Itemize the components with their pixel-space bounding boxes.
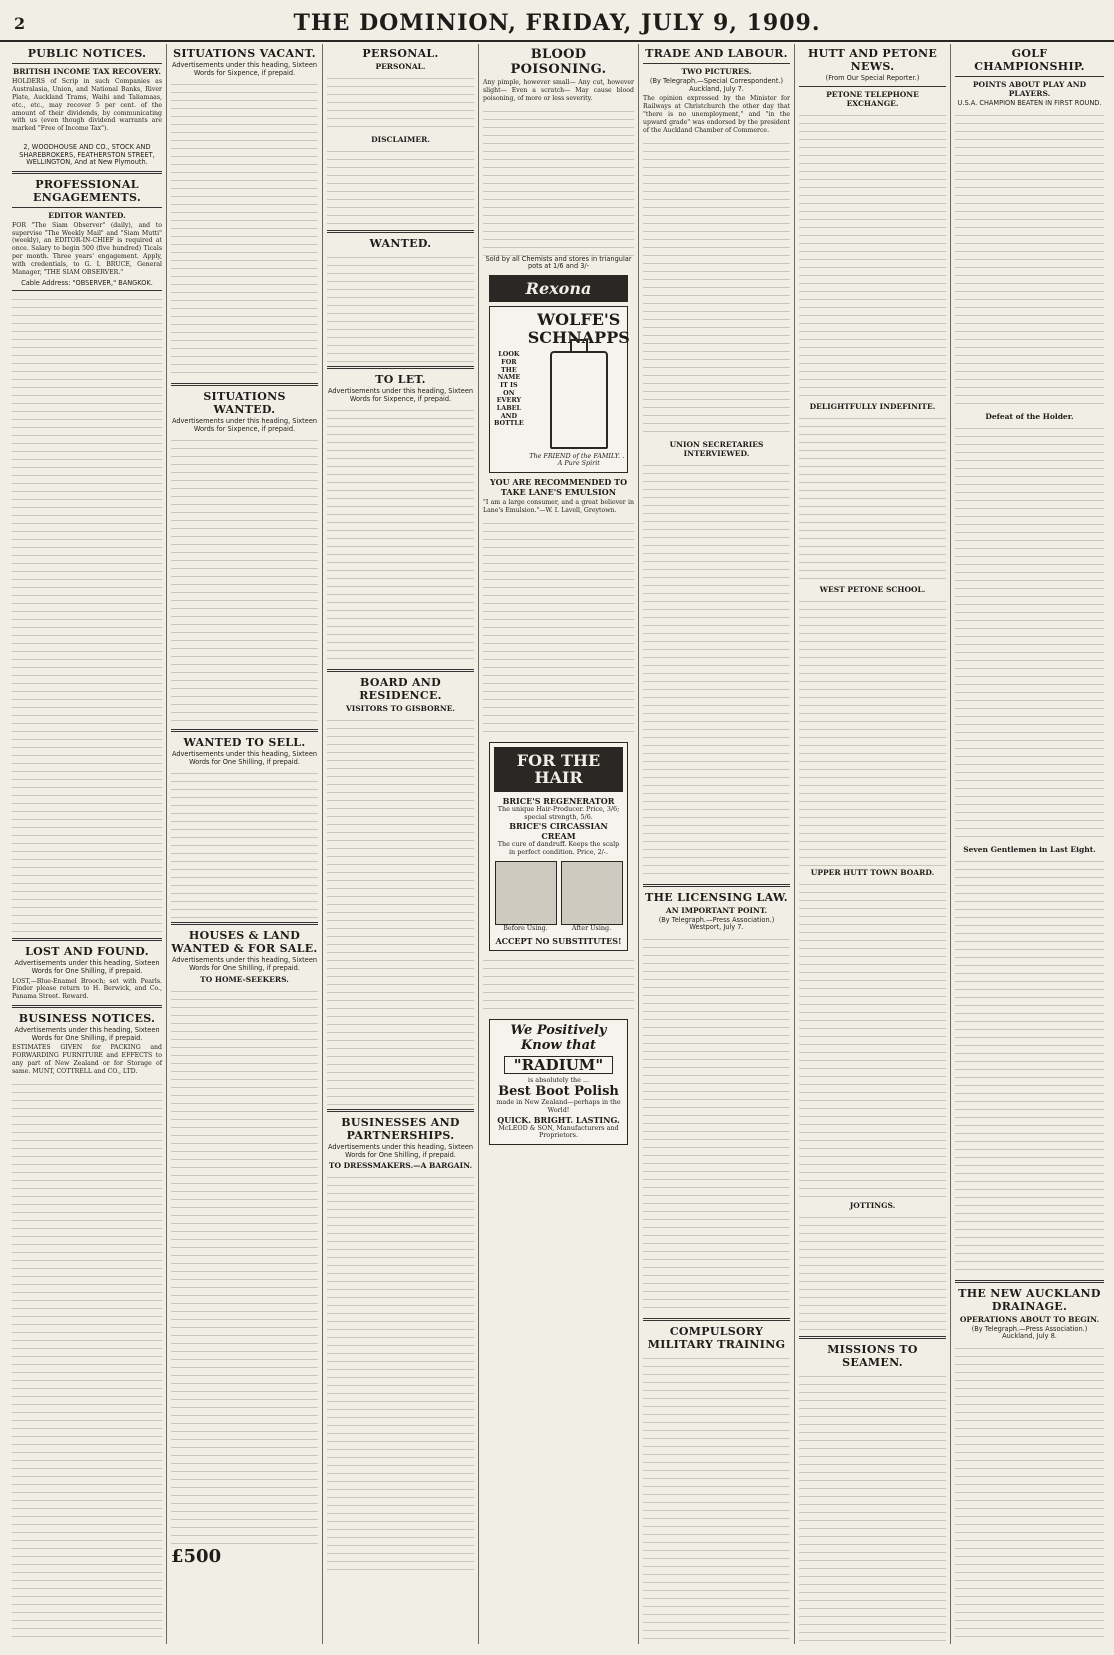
price-figure: £500 xyxy=(171,1545,222,1567)
column-golf xyxy=(950,44,1108,1644)
divider xyxy=(643,1318,790,1321)
article-subheading: AN IMPORTANT POINT. xyxy=(665,905,768,915)
divider xyxy=(327,669,474,672)
divider xyxy=(799,86,946,87)
dateline: (From Our Special Reporter.) xyxy=(825,74,920,82)
section-heading: MISSIONS TO SEAMEN. xyxy=(827,1342,918,1369)
column-text-block xyxy=(799,1371,946,1644)
article-subheading: UPPER HUTT TOWN BOARD. xyxy=(810,867,935,877)
column-text-block xyxy=(955,423,1104,843)
column-trade-labour xyxy=(638,44,794,1644)
notice-heading: BRITISH INCOME TAX RECOVERY. xyxy=(12,67,162,76)
ad-heading: DISCLAIMER. xyxy=(371,135,430,144)
article-subheading: PETONE TELEPHONE EXCHANGE. xyxy=(826,89,919,108)
section-heading: HUTT AND PETONE NEWS. xyxy=(807,47,938,73)
ad-poem: Any pimple, however small— Any cut, however slight— Even a scratch— May cause blood poisoning, of more or less severity. xyxy=(483,79,634,102)
brand-name: "RADIUM" xyxy=(504,1056,613,1075)
column-personal xyxy=(322,44,478,1644)
article-subheading: OPERATIONS ABOUT TO BEGIN. xyxy=(959,1314,1100,1324)
divider xyxy=(12,938,162,941)
radium-boot-polish-ad xyxy=(489,1019,628,1145)
brand-name: Rexona xyxy=(525,278,592,298)
product-desc: The unique Hair-Producer. Price, 3/6; special strength, 5/6. xyxy=(497,804,620,821)
page-number: 2 xyxy=(14,14,26,33)
column-text-block xyxy=(799,879,946,1199)
divider xyxy=(955,1280,1104,1283)
ad-caption: Sold by all Chemists and stores in triangular pots at 1/6 and 3/- xyxy=(485,254,632,271)
section-heading: BUSINESSES AND PARTNERSHIPS. xyxy=(341,1116,460,1143)
ad-heading: EDITOR WANTED. xyxy=(48,210,126,220)
section-subheading: PERSONAL. xyxy=(375,62,426,71)
section-heading: BUSINESS NOTICES. xyxy=(18,1012,156,1026)
column-hutt-petone xyxy=(794,44,950,1644)
column-text-block xyxy=(327,252,474,362)
divider xyxy=(955,76,1104,77)
masthead xyxy=(0,0,1114,42)
ad-slogan: ACCEPT NO SUBSTITUTES! xyxy=(495,936,622,947)
product-desc: The cure of dandruff. Keeps the scalp in perfect condition. Price, 2/-. xyxy=(497,840,620,856)
hair-banner xyxy=(494,747,623,792)
page-columns xyxy=(8,44,1108,1644)
section-heading: TRADE AND LABOUR. xyxy=(645,47,788,60)
divider xyxy=(12,1005,162,1008)
column-text-block xyxy=(327,1172,474,1572)
notice-body: HOLDERS of Scrip in such Companies as Australasia, Union, and National Banks, River Plate, Auckland Trams, Waihi and Taliamaas, etc., etc., may recover 5 per cent. of the amount of their dividends, by communicating with us (even though dividend warrants are marked "Free of Income Tax"). xyxy=(12,78,162,133)
divider xyxy=(12,63,162,64)
divider xyxy=(171,729,318,732)
manufacturer: McLEOD & SON, Manufacturers and Proprietors. xyxy=(498,1123,619,1140)
article-subheading: POINTS ABOUT PLAY AND PLAYERS. xyxy=(972,80,1087,98)
bottle-illustration xyxy=(550,351,608,449)
lost-notice: LOST,—Blue-Enamel Brooch; set with Pearls. Finder please return to H. Berwick, and Co., Panama Street. Reward. xyxy=(12,977,162,1001)
section-heading: TO LET. xyxy=(375,373,426,386)
column-text-block xyxy=(955,110,1104,410)
section-subheading: Advertisements under this heading, Sixteen Words for Sixpence, if prepaid. xyxy=(171,417,318,433)
ad-heading: YOU ARE RECOMMENDED TO TAKE LANE'S EMULSION xyxy=(489,476,628,497)
section-heading: COMPULSORY MILITARY TRAINING xyxy=(647,1324,786,1351)
brand-name: WOLFE'S SCHNAPPS xyxy=(527,310,630,347)
divider xyxy=(171,383,318,386)
section-heading: WANTED. xyxy=(369,237,432,250)
section-heading: BLOOD POISONING. xyxy=(510,47,607,77)
column-text-block xyxy=(799,413,946,583)
firm-address: 2, WOODHOUSE AND CO., STOCK AND SHAREBROKERS, FEATHERSTON STREET, WELLINGTON, And at New Plymouth. xyxy=(19,143,155,167)
article-subheading: WEST PETONE SCHOOL. xyxy=(819,584,926,594)
ad-note: LOOK FOR THE NAME IT IS ON EVERY LABEL AND BOTTLE xyxy=(494,350,524,428)
article-body: The opinion expressed by the Minister for Railways at Christchurch the other day that "there is no unemployment," and "in the upward grade" was endorsed by the president of the Auckland Chamber of Commerce. xyxy=(643,95,790,134)
brices-hair-ad xyxy=(489,742,628,952)
section-heading: WANTED TO SELL. xyxy=(183,736,306,750)
column-text-block xyxy=(171,435,318,725)
section-heading: BOARD AND RESIDENCE. xyxy=(359,676,442,703)
banner-text: FOR THE HAIR xyxy=(516,750,601,788)
divider xyxy=(643,884,790,887)
newspaper-title: THE DOMINION, FRIDAY, JULY 9, 1909. xyxy=(293,10,821,36)
column-text-block xyxy=(327,405,474,665)
section-subheading: Advertisements under this heading, Sixteen Words for Sixpence, if prepaid. xyxy=(327,387,474,403)
column-situations xyxy=(166,44,322,1644)
dateline: (By Telegraph.—Special Correspondent.) Auckland, July 7. xyxy=(649,77,784,93)
product-name: Best Boot Polish xyxy=(498,1084,619,1100)
column-text-block xyxy=(643,460,790,880)
cable-address: Cable Address: "OBSERVER," BANGKOK. xyxy=(21,278,153,287)
section-heading: SITUATIONS WANTED. xyxy=(203,390,286,417)
column-text-block xyxy=(327,715,474,1105)
dateline: (By Telegraph.—Press Association.) Auckland, July 8. xyxy=(971,1324,1088,1341)
dateline: (By Telegraph.—Press Association.) Westport, July 7. xyxy=(658,915,775,932)
column-text-block xyxy=(12,294,162,934)
column-text-block xyxy=(643,1353,790,1644)
section-heading: PERSONAL. xyxy=(362,47,439,60)
column-text-block xyxy=(12,1079,162,1639)
article-subheading: U.S.A. CHAMPION BEATEN IN FIRST ROUND. xyxy=(957,99,1102,107)
article-subheading: TWO PICTURES. xyxy=(681,67,752,76)
column-text-block xyxy=(643,934,790,1314)
section-subheading: Advertisements under this heading, Sixteen Words for One Shilling, if prepaid. xyxy=(327,1143,474,1159)
column-text-block xyxy=(327,73,474,133)
product-name: BRICE'S CIRCASSIAN CREAM xyxy=(509,821,608,842)
after-photo xyxy=(561,861,623,925)
column-text-block xyxy=(799,596,946,866)
divider xyxy=(171,922,318,925)
article-subheading: Seven Gentlemen in Last Eight. xyxy=(963,844,1096,854)
section-subheading: Advertisements under this heading, Sixteen Words for One Shilling, if prepaid. xyxy=(14,959,160,976)
photo-caption: After Using. xyxy=(571,923,612,932)
article-subheading: Defeat of the Holder. xyxy=(985,411,1074,421)
column-text-block xyxy=(483,518,634,738)
column-text-block xyxy=(483,106,634,256)
section-heading: THE NEW AUCKLAND DRAINAGE. xyxy=(958,1286,1101,1313)
business-notice: ESTIMATES GIVEN for PACKING and FORWARDING FURNITURE and EFFECTS to any part of New Zealand or for Storage of same. MUNT, COTTRELL and CO., LTD. xyxy=(12,1044,162,1075)
column-text-block xyxy=(955,856,1104,1276)
column-text-block xyxy=(483,955,634,1015)
photo-caption: Before Using. xyxy=(503,923,548,932)
divider xyxy=(799,1336,946,1339)
ad-heading: TO HOME-SEEKERS. xyxy=(200,974,289,984)
column-advertisements xyxy=(478,44,638,1644)
ad-heading: TO DRESSMAKERS.—A BARGAIN. xyxy=(328,1161,473,1171)
before-after-photos xyxy=(494,861,623,933)
ad-body: FOR "The Siam Observer" (daily), and to supervise "The Weekly Mail" and "Siam Mutti" (weekly), an EDITOR-IN-CHIEF is required at once. Salary to begin 500 (five hundred) Ticals per month. Three years' engagement. Apply, with credentials, to G. I. BRUCE, General Manager, "THE SIAM OBSERVER." xyxy=(12,221,162,276)
article-subheading: JOTTINGS. xyxy=(849,1200,896,1210)
product-name: BRICE'S REGENERATOR xyxy=(502,795,615,806)
section-heading: LOST AND FOUND. xyxy=(25,945,149,959)
rexona-ad xyxy=(489,275,628,303)
divider xyxy=(12,171,162,174)
section-subheading: Advertisements under this heading, Sixteen Words for One Shilling, if prepaid. xyxy=(171,750,318,766)
article-subheading: DELIGHTFULLY INDEFINITE. xyxy=(809,401,936,411)
section-subheading: Advertisements under this heading, Sixteen Words for One Shilling, if prepaid. xyxy=(14,1026,160,1042)
section-heading: PUBLIC NOTICES. xyxy=(27,47,147,60)
ad-slogan: QUICK. BRIGHT. LASTING. xyxy=(497,1114,620,1125)
section-heading: GOLF CHAMPIONSHIP. xyxy=(974,47,1085,73)
column-text-block xyxy=(799,1212,946,1332)
section-heading: SITUATIONS VACANT. xyxy=(173,47,316,60)
column-text-block xyxy=(955,1343,1104,1643)
column-text-block xyxy=(171,79,318,379)
ad-line: made in New Zealand—perhaps in the World! xyxy=(496,1098,621,1115)
divider xyxy=(12,290,162,291)
divider xyxy=(643,63,790,64)
divider xyxy=(12,207,162,208)
ad-slogan: The FRIEND of the FAMILY. . . A Pure Spirit xyxy=(529,451,629,468)
section-heading: HOUSES & LAND WANTED & FOR SALE. xyxy=(171,929,318,956)
column-text-block xyxy=(643,138,790,438)
ad-line: is absolutely the ... xyxy=(527,1076,590,1085)
section-heading: THE LICENSING LAW. xyxy=(645,890,788,904)
section-subheading: Advertisements under this heading, Sixteen Words for One Shilling, if prepaid. xyxy=(171,956,318,973)
section-subheading: Advertisements under this heading, Sixteen Words for Sixpence, if prepaid. xyxy=(171,61,318,77)
column-text-block xyxy=(327,146,474,226)
before-photo xyxy=(495,861,557,925)
column-public-notices xyxy=(8,44,166,1644)
divider xyxy=(327,366,474,369)
section-subheading: VISITORS TO GISBORNE. xyxy=(345,704,456,714)
column-text-block xyxy=(171,768,318,918)
divider xyxy=(327,1109,474,1112)
ad-line: We Positively Know that xyxy=(510,1023,607,1053)
article-subheading: UNION SECRETARIES INTERVIEWED. xyxy=(669,439,764,458)
column-text-block xyxy=(171,986,318,1546)
testimonial: "I am a large consumer, and a great believer in Lane's Emulsion."—W. I. Lavell, Greytown. xyxy=(483,498,634,514)
section-heading: PROFESSIONAL ENGAGEMENTS. xyxy=(33,177,141,204)
column-text-block xyxy=(799,110,946,400)
wolfe-schnapps-ad xyxy=(489,306,628,473)
divider xyxy=(327,230,474,233)
